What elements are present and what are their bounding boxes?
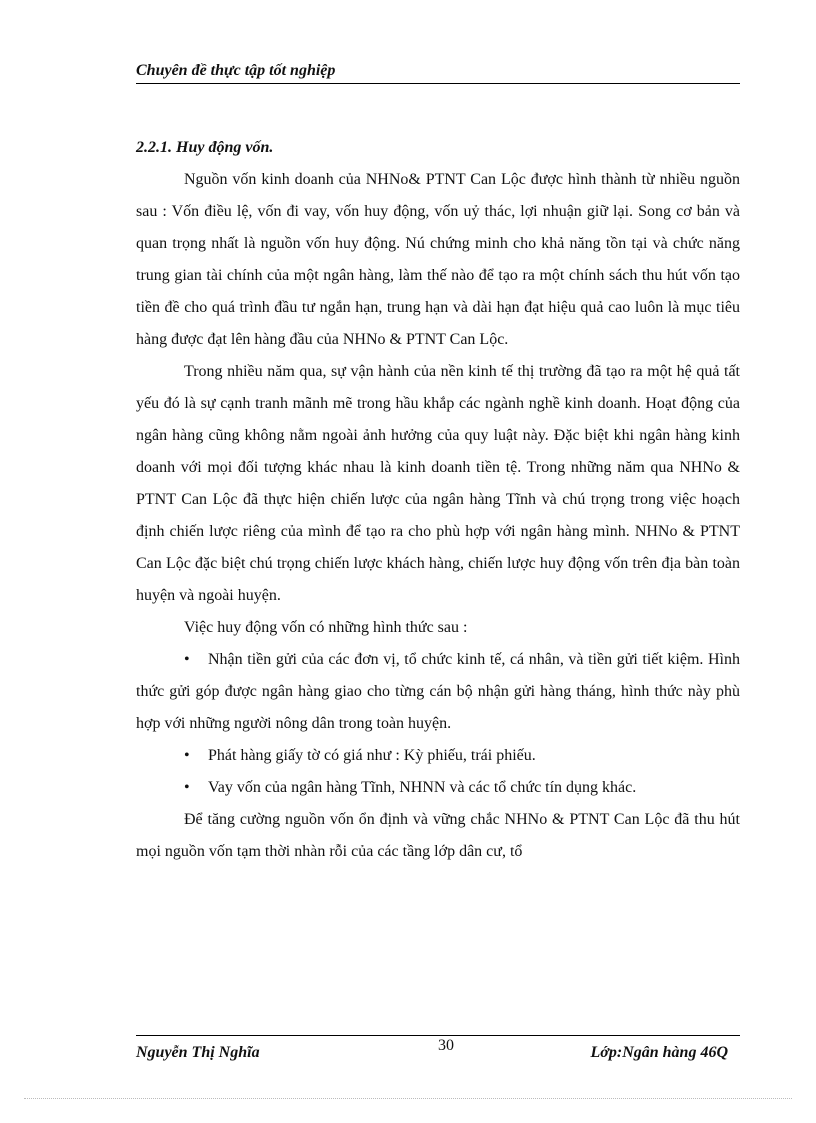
footer-divider	[136, 1035, 740, 1036]
bullet-icon: •	[184, 747, 190, 764]
bullet-text-1: Nhận tiền gửi của các đơn vị, tổ chức kinh tế, cá nhân, và tiền gửi tiết kiệm. Hình thức gửi góp được ngân hàng giao cho từng cán bộ nhận gửi hàng tháng, hình thức này phù hợp với những người nông dân trong toàn huyện.	[136, 651, 740, 732]
section-heading: 2.2.1. Huy động vốn.	[136, 139, 274, 156]
body-paragraph-1: Nguồn vốn kinh doanh của NHNo& PTNT Can Lộc được hình thành từ nhiều nguồn sau : Vốn điều lệ, vốn đi vay, vốn huy động, vốn uỷ thác, lợi nhuận giữ lại. Song cơ bản và quan trọng nhất là nguồn vốn huy động. Nú chứng minh cho khả năng tồn tại và chức năng trung gian tài chính của một ngân hàng, làm thế nào để tạo ra một chính sách thu hút vốn tạo tiền đề cho quá trình đầu tư ngắn hạn, trung hạn và dài hạn đạt hiệu quả cao luôn là mục tiêu hàng được đạt lên hàng đầu của NHNo & PTNT Can Lộc.	[136, 171, 740, 348]
body-paragraph-2: Trong nhiều năm qua, sự vận hành của nền kinh tế thị trường đã tạo ra một hệ quả tất yếu đó là sự cạnh tranh mãnh mẽ trong hầu khắp các ngành nghề kinh doanh. Hoạt động của ngân hàng cũng không nằm ngoài ảnh hưởng của quy luật này. Đặc biệt khi ngân hàng kinh doanh với mọi đối tượng khác nhau là kinh doanh tiền tệ. Trong những năm qua NHNo & PTNT Can Lộc đã thực hiện chiến lược của ngân hàng Tĩnh và chú trọng trong việc hoạch định chiến lược riêng của mình để tạo ra cho phù hợp với ngân hàng mình. NHNo & PTNT Can Lộc đặc biệt chú trọng chiến lược khách hàng, chiến lược huy động vốn trên địa bàn toàn huyện và ngoài huyện.	[136, 363, 740, 604]
page-bottom-border	[24, 1098, 792, 1099]
page-body	[136, 132, 740, 868]
closing-paragraph: Để tăng cường nguồn vốn ổn định và vững chắc NHNo & PTNT Can Lộc đã thu hút mọi nguồn vốn tạm thời nhàn rỗi của các tầng lớp dân cư, tổ	[136, 811, 740, 860]
bullet-item-3	[136, 772, 740, 804]
bullet-item-1	[136, 644, 740, 740]
bullet-icon: •	[184, 779, 190, 796]
header-title: Chuyên đề thực tập tốt nghiệp	[136, 62, 336, 79]
footer-class: Lớp:Ngân hàng 46Q	[590, 1044, 728, 1061]
body-paragraph-3: Việc huy động vốn có những hình thức sau :	[184, 619, 468, 636]
page-number: 30	[438, 1037, 454, 1054]
bullet-item-2	[136, 740, 740, 772]
footer-author: Nguyễn Thị Nghĩa	[136, 1044, 260, 1061]
header-divider	[136, 83, 740, 84]
bullet-icon: •	[184, 651, 190, 668]
bullet-text-3: Vay vốn của ngân hàng Tĩnh, NHNN và các tổ chức tín dụng khác.	[208, 779, 637, 796]
bullet-text-2: Phát hàng giấy tờ có giá như : Kỳ phiếu, trái phiếu.	[208, 747, 536, 764]
